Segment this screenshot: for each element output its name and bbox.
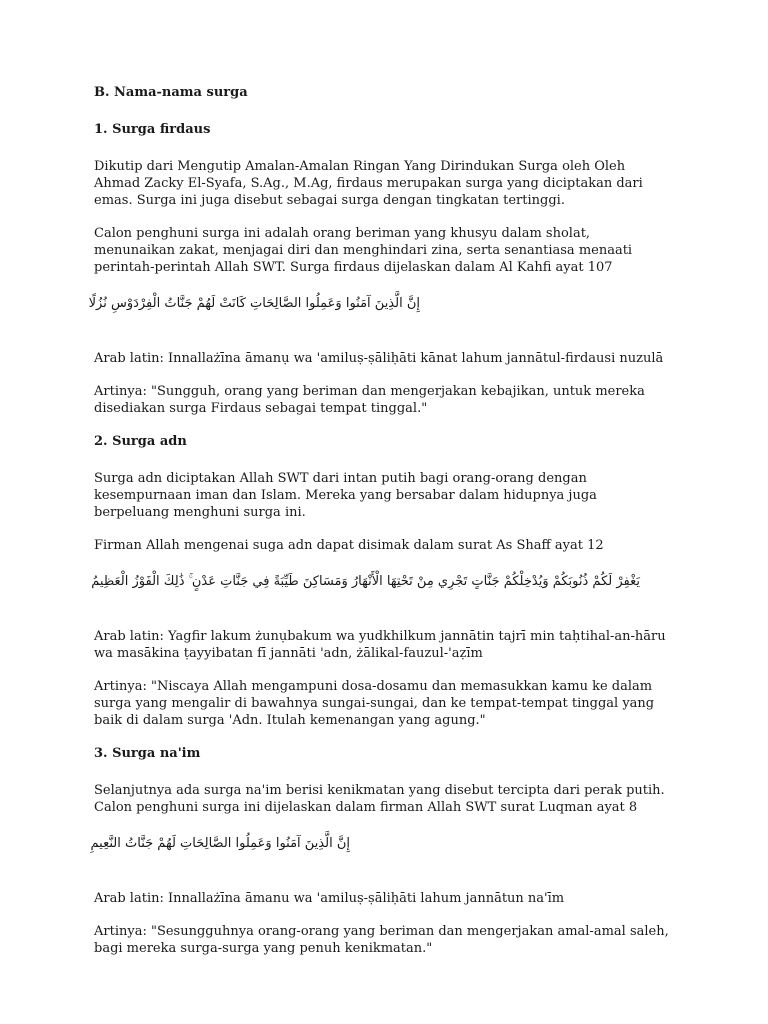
adn-arabic-verse: يَغْفِرْ لَكُمْ ذُنُوبَكُمْ وَيُدْخِلْكُمْ جَنَّاتٍ تَجْرِي مِنْ تَحْتِهَا الْأَنْهَارُ وَمَسَاكِنَ طَيِّبَةً فِي جَنَّاتِ عَدْنٍ ۚ ذَٰلِكَ الْفَوْزُ الْعَظِيمُ — [91, 574, 640, 589]
adn-heading: 2. Surga adn — [94, 434, 187, 449]
firdaus-paragraph-2: Calon penghuni surga ini adalah orang beriman yang khusyu dalam sholat, menunaikan zakat, menjagai diri dan menghindari zina, serta senantiasa menaati perintah-perintah Allah SWT. Surga firdaus dijelaskan dalam Al Kahfi ayat 107 — [94, 226, 633, 275]
firdaus-translation: Artinya: "Sungguh, orang yang beriman dan mengerjakan kebajikan, untuk mereka disediakan surga Firdaus sebagai tempat tinggal." — [94, 384, 645, 416]
firdaus-arabic-verse: إِنَّ الَّذِينَ آمَنُوا وَعَمِلُوا الصَّالِحَاتِ كَانَتْ لَهُمْ جَنَّاتُ الْفِرْدَوْسِ نُزُلًا — [88, 296, 420, 311]
firdaus-latin: Arab latin: Innallażīna āmanụ wa 'amiluṣ-ṣāliḥāti kānat lahum jannātul-firdausi nuzulā — [94, 351, 664, 366]
firdaus-paragraph-1: Dikutip dari Mengutip Amalan-Amalan Ringan Yang Dirindukan Surga oleh Oleh Ahmad Zacky El-Syafa, S.Ag., M.Ag, firdaus merupakan surga yang diciptakan dari emas. Surga ini juga disebut sebagai surga dengan tingkatan tertinggi. — [94, 159, 643, 208]
naim-latin: Arab latin: Innallażīna āmanu wa 'amiluṣ-ṣāliḥāti lahum jannātun na'īm — [94, 891, 565, 906]
section-title: B. Nama-nama surga — [94, 85, 248, 100]
adn-translation: Artinya: "Niscaya Allah mengampuni dosa-dosamu dan memasukkan kamu ke dalam surga yang mengalir di bawahnya sungai-sungai, dan ke tempat-tempat tinggal yang baik di dalam surga 'Adn. Itulah kemenangan yang agung." — [94, 679, 655, 728]
naim-heading: 3. Surga na'im — [94, 746, 201, 761]
document-page — [88, 84, 674, 973]
naim-paragraph-1: Selanjutnya ada surga na'im berisi kenikmatan yang disebut tercipta dari perak putih. Calon penghuni surga ini dijelaskan dalam firman Allah SWT surat Luqman ayat 8 — [94, 783, 665, 815]
naim-translation: Artinya: "Sesungguhnya orang-orang yang beriman dan mengerjakan amal-amal saleh, bagi mereka surga-surga yang penuh kenikmatan." — [94, 924, 669, 956]
adn-latin: Arab latin: Yagfir lakum żunụbakum wa yudkhilkum jannātin tajrī min taḥtihal-an-hāru wa masākina ṭayyibatan fī jannāti 'adn, żālikal-fauzul-'aẓīm — [94, 629, 666, 661]
naim-arabic-verse: إِنَّ الَّذِينَ آمَنُوا وَعَمِلُوا الصَّالِحَاتِ لَهُمْ جَنَّاتُ النَّعِيمِ — [90, 836, 350, 851]
adn-paragraph-2: Firman Allah mengenai suga adn dapat disimak dalam surat As Shaff ayat 12 — [94, 538, 604, 553]
firdaus-heading: 1. Surga firdaus — [94, 122, 211, 137]
adn-paragraph-1: Surga adn diciptakan Allah SWT dari intan putih bagi orang-orang dengan kesempurnaan iman dan Islam. Mereka yang bersabar dalam hidupnya juga berpeluang menghuni surga ini. — [94, 471, 597, 520]
